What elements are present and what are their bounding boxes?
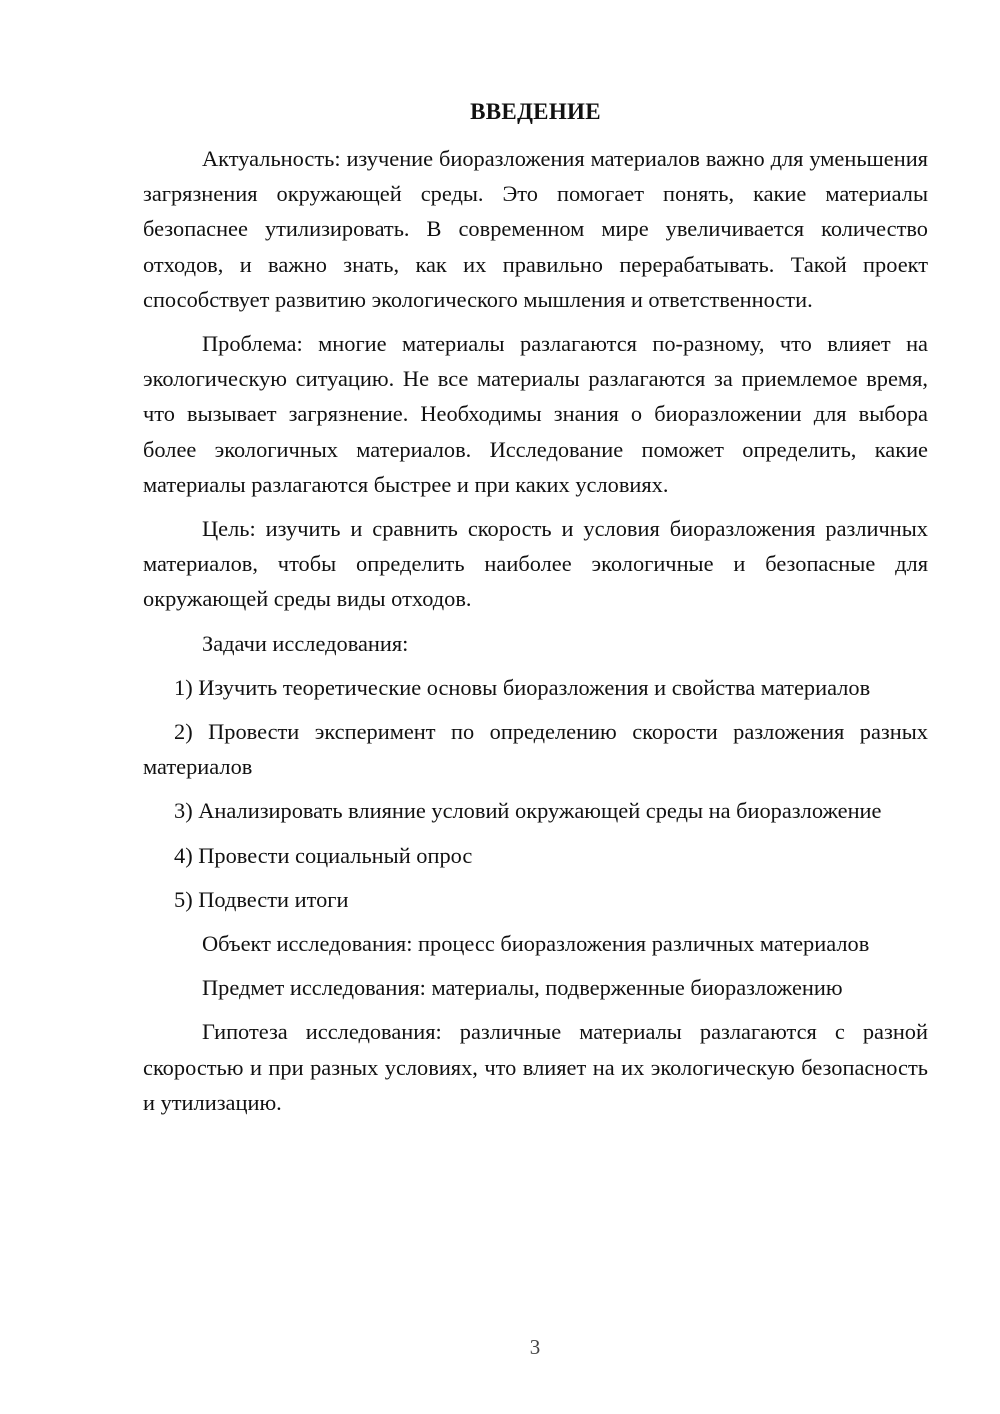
task-item-5: 5) Подвести итоги <box>174 886 349 912</box>
document-page <box>143 94 928 1120</box>
task-item-3: 3) Анализировать влияние условий окружающей среды на биоразложение <box>174 798 882 824</box>
tasks-list <box>143 670 928 917</box>
goal-paragraph: Цель: изучить и сравнить скорость и условия биоразложения различных материалов, чтобы определить наиболее экологичные и безопасные для окружающей среды виды отходов. <box>143 516 928 612</box>
hypothesis-paragraph: Гипотеза исследования: различные материалы разлагаются с разной скоростью и при разных условиях, что влияет на их экологическую безопасность и утилизацию. <box>143 1019 928 1115</box>
object-paragraph: Объект исследования: процесс биоразложения различных материалов <box>202 931 870 957</box>
task-item-4: 4) Провести социальный опрос <box>174 842 473 868</box>
problem-paragraph: Проблема: многие материалы разлагаются по-разному, что влияет на экологическую ситуацию. Не все материалы разлагаются за приемлемое время, что вызывает загрязнение. Необходимы знания о биоразложении для выбора более экологичных материалов. Исследование поможет определить, какие материалы разлагаются быстрее и при каких условиях. <box>143 331 928 497</box>
subject-paragraph: Предмет исследования: материалы, подверженные биоразложению <box>202 975 843 1001</box>
task-item-2: 2) Провести эксперимент по определению скорости разложения разных материалов <box>143 719 928 780</box>
page-number: 3 <box>529 1335 541 1359</box>
task-item-1: 1) Изучить теоретические основы биоразложения и свойства материалов <box>174 674 871 700</box>
tasks-heading: Задачи исследования: <box>202 630 409 656</box>
section-title: ВВЕДЕНИЕ <box>470 99 601 124</box>
relevance-paragraph: Актуальность: изучение биоразложения материалов важно для уменьшения загрязнения окружающей среды. Это помогает понять, какие материалы безопаснее утилизировать. В современном мире увеличивается количество отходов, и важно знать, как их правильно перерабатывать. Такой проект способствует развитию экологического мышления и ответственности. <box>143 146 928 312</box>
